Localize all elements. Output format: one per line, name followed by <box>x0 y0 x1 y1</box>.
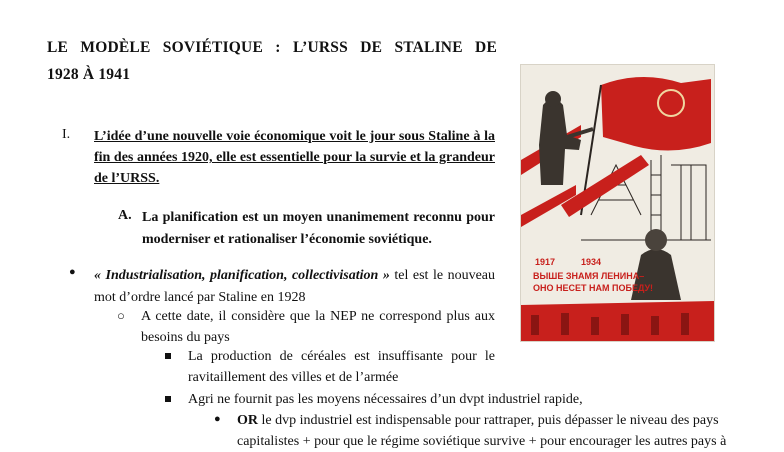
poster-slogan-1: ВЫШЕ ЗНАМЯ ЛЕНИНА– <box>533 271 645 281</box>
bullet-square-icon <box>165 353 171 359</box>
poster-year-left: 1917 <box>535 257 556 267</box>
or-line-2: capitalistes + pour que le régime soviétique survive + pour encourager les autres pays à <box>237 434 727 449</box>
section-heading: L’idée d’une nouvelle voie économique voit le jour sous Staline à la fin des années 1920, elle est essentielle pour la survie et la grandeur de l’URSS. <box>94 129 495 186</box>
slogan-quote: « Industrialisation, planification, collectivisation » <box>94 268 390 283</box>
poster-slogan-2: ОНО НЕСЕТ НАМ ПОБЕДУ! <box>533 283 654 293</box>
propaganda-poster-image <box>520 64 715 342</box>
bullet-nep: A cette date, il considère que la NEP ne correspond plus aux besoins du pays <box>141 309 495 345</box>
page-title <box>47 34 497 88</box>
bullet-square-icon <box>165 396 171 402</box>
bullet-circle-icon: ○ <box>117 308 125 323</box>
title-line-1: LE MODÈLE SOVIÉTIQUE : L’URSS DE STALINE DE <box>47 39 497 56</box>
poster-illustration <box>521 65 714 341</box>
subsection-letter: A. <box>118 208 132 223</box>
bullet-slogan <box>94 265 495 309</box>
bullet-dot-icon: ● <box>214 413 221 425</box>
or-line-1: le dvp industriel est indispensable pour rattraper, puis dépasser le niveau des pays <box>258 413 719 428</box>
bullet-agri: Agri ne fournit pas les moyens nécessaires d’un dvpt industriel rapide, <box>188 392 583 407</box>
subsection-heading: La planification est un moyen unanimement reconnu pour moderniser et rationaliser l’économie soviétique. <box>142 210 495 247</box>
bullet-dot-icon: ● <box>69 266 76 278</box>
or-label: OR <box>237 413 258 428</box>
section-number: I. <box>62 127 71 142</box>
slogan-rest: tel est le nouveau mot d’ordre lancé par Staline en 1928 <box>94 268 495 305</box>
bullet-cereals: La production de céréales est insuffisante pour le ravitaillement des villes et de l’armée <box>188 349 495 385</box>
poster-year-right: 1934 <box>581 257 602 267</box>
bullet-or <box>237 410 740 452</box>
title-line-2: 1928 À 1941 <box>47 66 131 83</box>
